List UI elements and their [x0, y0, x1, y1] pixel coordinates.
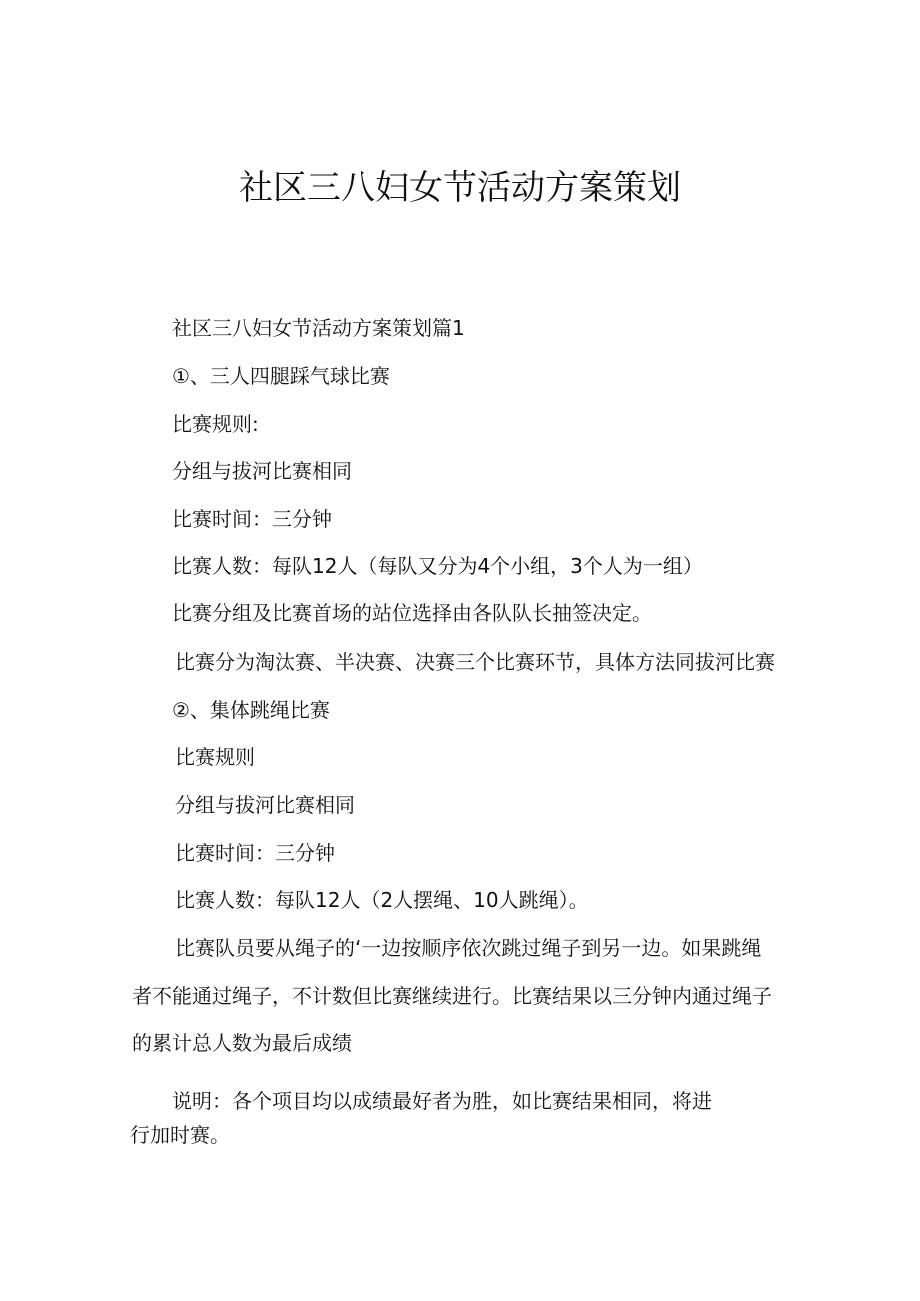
section1-grouping: 分组与拔河比赛相同 [172, 459, 352, 483]
document-title: 社区三八妇女节活动方案策划 [239, 168, 681, 208]
section1-format: 比赛分为淘汰赛、半决赛、决赛三个比赛环节，具体方法同拔河比赛 [175, 650, 775, 674]
section2-grouping: 分组与拔河比赛相同 [175, 793, 355, 817]
section1-heading: ①、三人四腿踩气球比赛 [172, 364, 390, 388]
section2-desc-line3: 的累计总人数为最后成绩 [132, 1031, 352, 1055]
section2-rules-label: 比赛规则 [175, 745, 255, 769]
section1-people: 比赛人数：每队12人（每队又分为4个小组，3个人为一组） [172, 554, 703, 578]
section2-people: 比赛人数：每队12人（2人摆绳、10人跳绳）。 [175, 888, 589, 912]
note-line2: 行加时赛。 [130, 1123, 230, 1147]
document-subtitle: 社区三八妇女节活动方案策划篇1 [172, 316, 465, 340]
section1-rules-label: 比赛规则: [172, 412, 259, 436]
section2-desc-line2: 者不能通过绳子，不计数但比赛继续进行。比赛结果以三分钟内通过绳子 [132, 984, 772, 1008]
section2-time: 比赛时间：三分钟 [175, 841, 335, 865]
section1-time: 比赛时间：三分钟 [172, 507, 332, 531]
section1-position: 比赛分组及比赛首场的站位选择由各队队长抽签决定。 [172, 601, 652, 625]
note-line1: 说明：各个项目均以成绩最好者为胜，如比赛结果相同，将进 [172, 1089, 712, 1113]
section2-heading: ②、集体跳绳比赛 [172, 698, 330, 722]
section2-desc-line1: 比赛队员要从绳子的‘一边按顺序依次跳过绳子到另一边。如果跳绳 [175, 936, 762, 960]
